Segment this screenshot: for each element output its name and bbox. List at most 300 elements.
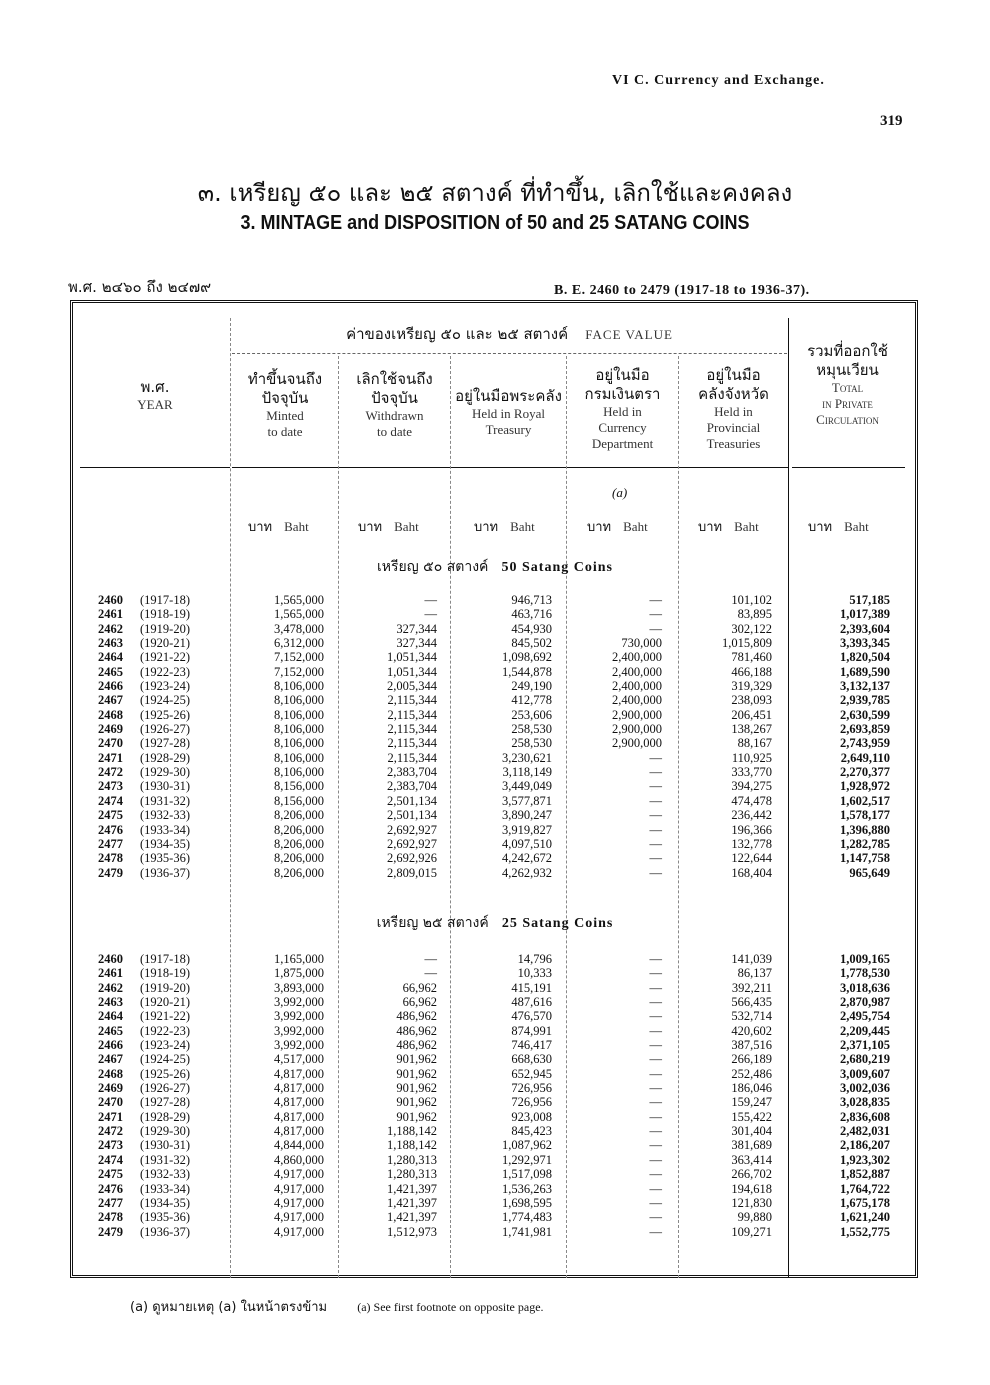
cell-total: 3,018,636 [840, 980, 890, 995]
table-row [80, 1095, 900, 1109]
table-row [80, 593, 900, 607]
cell-provincial: 266,189 [731, 1052, 772, 1067]
cell-ce-year: (1926-27) [140, 1081, 190, 1096]
withdrawn-thai-1: เลิกใช้จนถึง [356, 370, 433, 388]
cell-total: 1,009,165 [840, 952, 890, 966]
cell-currency-dept: — [649, 1023, 662, 1038]
cell-withdrawn: 2,115,344 [387, 722, 437, 737]
cell-royal-treasury: 415,191 [511, 980, 552, 995]
cell-royal-treasury: 412,778 [511, 693, 552, 708]
cell-ce-year: (1922-23) [140, 1023, 190, 1038]
cell-withdrawn: 1,421,397 [387, 1181, 437, 1196]
cell-currency-dept: — [649, 836, 662, 851]
cell-withdrawn: — [424, 593, 437, 607]
cell-currency-dept: 2,900,000 [612, 722, 662, 737]
cell-ce-year: (1927-28) [140, 736, 190, 751]
cell-royal-treasury: 1,741,981 [502, 1224, 552, 1239]
cell-minted: 8,206,000 [274, 851, 324, 866]
cell-total: 1,147,758 [840, 851, 890, 866]
cell-minted: 3,478,000 [274, 621, 324, 636]
table-row [80, 1210, 900, 1224]
cell-total: 1,602,517 [840, 793, 890, 808]
cell-provincial: 99,880 [737, 1210, 772, 1225]
cell-be-year: 2465 [98, 664, 123, 679]
cell-royal-treasury: 1,098,692 [502, 650, 552, 665]
cell-royal-treasury: 4,262,932 [502, 865, 552, 880]
cell-minted: 8,106,000 [274, 750, 324, 765]
unit-en: Baht [510, 519, 535, 534]
cell-be-year: 2472 [98, 1124, 123, 1139]
subheading-50-thai: เหรียญ ๕๐ สตางค์ [377, 559, 489, 575]
cell-be-year: 2464 [98, 650, 123, 665]
table-row [80, 981, 900, 995]
cell-provincial: 420,602 [731, 1023, 772, 1038]
cell-royal-treasury: 946,713 [511, 593, 552, 607]
cell-minted: 4,860,000 [274, 1152, 324, 1167]
table-row [80, 1009, 900, 1023]
cell-minted: 3,992,000 [274, 1023, 324, 1038]
cell-withdrawn: 1,421,397 [387, 1195, 437, 1210]
cell-total: 1,396,880 [840, 822, 890, 837]
table-row [80, 952, 900, 966]
cell-provincial: 381,689 [731, 1138, 772, 1153]
cell-be-year: 2468 [98, 707, 123, 722]
cell-provincial: 532,714 [731, 1009, 772, 1024]
minted-thai-2: ปัจจุบัน [261, 388, 309, 407]
cell-provincial: 333,770 [731, 765, 772, 780]
cell-total: 3,028,835 [840, 1095, 890, 1110]
cell-currency-dept: — [649, 1152, 662, 1167]
cell-be-year: 2462 [98, 621, 123, 636]
face-value-thai: ค่าของเหรียญ ๕๐ และ ๒๕ สตางค์ [346, 325, 569, 343]
cell-withdrawn: 1,188,142 [387, 1124, 437, 1139]
year-range-thai: พ.ศ. ๒๔๖๐ ถึง ๒๔๗๙ [68, 278, 212, 296]
cell-currency-dept: 2,400,000 [612, 650, 662, 665]
cell-provincial: 132,778 [731, 836, 772, 851]
unit-minted [248, 516, 309, 537]
col-head-year-en: YEAR [137, 396, 173, 412]
cell-total: 2,939,785 [840, 693, 890, 708]
cell-ce-year: (1920-21) [140, 636, 190, 651]
cell-ce-year: (1928-29) [140, 750, 190, 765]
note-marker: (a) [612, 485, 628, 500]
cell-total: 2,630,599 [840, 707, 890, 722]
cell-minted: 3,893,000 [274, 980, 324, 995]
cell-provincial: 186,046 [731, 1081, 772, 1096]
unit-total [808, 516, 869, 537]
cell-total: 2,836,608 [840, 1109, 890, 1124]
cell-ce-year: (1930-31) [140, 779, 190, 794]
cell-minted: 4,844,000 [274, 1138, 324, 1153]
cell-royal-treasury: 1,517,098 [502, 1167, 552, 1182]
cell-total: 3,393,345 [840, 636, 890, 651]
footnote-thai: (a) ดูหมายเหตุ (a) ในหน้าตรงข้าม [130, 1300, 328, 1315]
cell-ce-year: (1921-22) [140, 650, 190, 665]
cell-be-year: 2460 [98, 593, 123, 607]
cell-minted: 4,817,000 [274, 1109, 324, 1124]
cell-be-year: 2474 [98, 1152, 123, 1167]
cell-total: 965,649 [849, 865, 890, 880]
provincial-thai-1: อยู่ในมือ [706, 366, 761, 384]
unit-en: Baht [284, 519, 309, 534]
cell-ce-year: (1925-26) [140, 1066, 190, 1081]
currency-thai-2: กรมเงินตรา [584, 384, 661, 403]
cell-withdrawn: 2,501,134 [387, 793, 437, 808]
cell-provincial: 236,442 [731, 808, 772, 823]
cell-withdrawn: 2,115,344 [387, 693, 437, 708]
cell-be-year: 2466 [98, 679, 123, 694]
cell-provincial: 159,247 [731, 1095, 772, 1110]
unit-en: Baht [394, 519, 419, 534]
cell-be-year: 2473 [98, 779, 123, 794]
cell-royal-treasury: 10,333 [517, 966, 552, 981]
total-thai-1: รวมที่ออกใช้ [807, 342, 888, 360]
cell-ce-year: (1920-21) [140, 995, 190, 1010]
cell-withdrawn: 2,115,344 [387, 750, 437, 765]
cell-currency-dept: — [649, 793, 662, 808]
subheading-50-en: 50 Satang Coins [501, 560, 613, 575]
cell-withdrawn: 1,051,344 [387, 664, 437, 679]
cell-royal-treasury: 249,190 [511, 679, 552, 694]
cell-minted: 7,152,000 [274, 664, 324, 679]
unit-thai: บาท [358, 520, 383, 535]
cell-be-year: 2460 [98, 952, 123, 966]
cell-provincial: 109,271 [731, 1224, 772, 1239]
cell-total: 2,870,987 [840, 995, 890, 1010]
cell-total: 3,002,036 [840, 1081, 890, 1096]
cell-ce-year: (1931-32) [140, 1152, 190, 1167]
cell-royal-treasury: 4,242,672 [502, 851, 552, 866]
cell-minted: 8,206,000 [274, 836, 324, 851]
minted-en-2: to date [267, 423, 303, 439]
cell-withdrawn: 901,962 [396, 1066, 437, 1081]
minted-thai-1: ทำขึ้นจนถึง [247, 370, 323, 388]
header-rule-total [792, 467, 905, 468]
cell-royal-treasury: 1,087,962 [502, 1138, 552, 1153]
cell-total: 2,393,604 [840, 621, 890, 636]
cell-currency-dept: — [649, 593, 662, 607]
cell-be-year: 2479 [98, 865, 123, 880]
col-head-face-value [232, 324, 787, 344]
cell-currency-dept: — [649, 1181, 662, 1196]
cell-ce-year: (1923-24) [140, 679, 190, 694]
cell-minted: 4,917,000 [274, 1210, 324, 1225]
cell-currency-dept: — [649, 1038, 662, 1053]
cell-total: 1,017,389 [840, 607, 890, 622]
table-row [80, 650, 900, 664]
cell-be-year: 2467 [98, 693, 123, 708]
cell-ce-year: (1931-32) [140, 793, 190, 808]
cell-ce-year: (1932-33) [140, 808, 190, 823]
cell-total: 2,649,110 [840, 750, 890, 765]
table-row [80, 708, 900, 722]
cell-minted: 8,206,000 [274, 822, 324, 837]
minted-en-1: Minted [266, 407, 304, 423]
cell-ce-year: (1924-25) [140, 693, 190, 708]
title-thai: ๓. เหรียญ ๕๐ และ ๒๕ สตางค์ ที่ทำขึ้น, เลิกใช้และคงคลง [197, 179, 793, 207]
cell-currency-dept: 730,000 [621, 636, 662, 651]
cell-be-year: 2470 [98, 736, 123, 751]
unit-withdrawn [358, 516, 419, 537]
cell-royal-treasury: 668,630 [511, 1052, 552, 1067]
cell-provincial: 238,093 [731, 693, 772, 708]
cell-currency-dept: 2,400,000 [612, 664, 662, 679]
cell-ce-year: (1933-34) [140, 822, 190, 837]
table-row [80, 823, 900, 837]
cell-currency-dept: — [649, 1095, 662, 1110]
cell-provincial: 252,486 [731, 1066, 772, 1081]
cell-total: 1,820,504 [840, 650, 890, 665]
cell-ce-year: (1919-20) [140, 621, 190, 636]
cell-total: 2,680,219 [840, 1052, 890, 1067]
header-rule-values [232, 467, 788, 468]
cell-minted: 4,917,000 [274, 1195, 324, 1210]
cell-currency-dept: — [649, 851, 662, 866]
cell-ce-year: (1923-24) [140, 1038, 190, 1053]
table-row [80, 837, 900, 851]
cell-currency-dept: — [649, 1009, 662, 1024]
cell-currency-dept: — [649, 822, 662, 837]
cell-total: 2,371,105 [840, 1038, 890, 1053]
table-row [80, 794, 900, 808]
cell-total: 1,282,785 [840, 836, 890, 851]
cell-be-year: 2463 [98, 636, 123, 651]
cell-royal-treasury: 3,577,871 [502, 793, 552, 808]
cell-be-year: 2468 [98, 1066, 123, 1081]
cell-be-year: 2478 [98, 1210, 123, 1225]
cell-withdrawn: 901,962 [396, 1052, 437, 1067]
table-row [80, 679, 900, 693]
cell-ce-year: (1917-18) [140, 952, 190, 966]
cell-currency-dept: — [649, 995, 662, 1010]
col-head-withdrawn [339, 370, 450, 440]
cell-provincial: 101,102 [731, 593, 772, 607]
cell-minted: 8,206,000 [274, 865, 324, 880]
provincial-en-3: Treasuries [706, 436, 761, 451]
cell-withdrawn: 2,115,344 [387, 736, 437, 751]
cell-ce-year: (1935-36) [140, 1210, 190, 1225]
footnote-en: (a) See first footnote on opposite page. [357, 1300, 544, 1314]
cell-provincial: 363,414 [731, 1152, 772, 1167]
cell-royal-treasury: 476,570 [511, 1009, 552, 1024]
cell-provincial: 168,404 [731, 865, 772, 880]
cell-currency-dept: — [649, 808, 662, 823]
footnote [130, 1296, 544, 1317]
cell-royal-treasury: 454,930 [511, 621, 552, 636]
cell-royal-treasury: 726,956 [511, 1081, 552, 1096]
cell-provincial: 566,435 [731, 995, 772, 1010]
cell-be-year: 2479 [98, 1224, 123, 1239]
cell-provincial: 1,015,809 [722, 636, 772, 651]
cell-provincial: 392,211 [731, 980, 772, 995]
unit-en: Baht [623, 519, 648, 534]
cell-be-year: 2477 [98, 836, 123, 851]
cell-currency-dept: — [649, 952, 662, 966]
cell-be-year: 2465 [98, 1023, 123, 1038]
cell-total: 1,689,590 [840, 664, 890, 679]
cell-royal-treasury: 3,449,049 [502, 779, 552, 794]
cell-be-year: 2466 [98, 1038, 123, 1053]
table-row [80, 1182, 900, 1196]
cell-ce-year: (1926-27) [140, 722, 190, 737]
cell-ce-year: (1928-29) [140, 1109, 190, 1124]
cell-royal-treasury: 253,606 [511, 707, 552, 722]
cell-total: 2,495,754 [840, 1009, 890, 1024]
cell-provincial: 206,451 [731, 707, 772, 722]
cell-ce-year: (1925-26) [140, 707, 190, 722]
cell-ce-year: (1918-19) [140, 607, 190, 622]
cell-be-year: 2461 [98, 966, 123, 981]
cell-currency-dept: — [649, 1224, 662, 1239]
table-row [80, 1052, 900, 1066]
cell-currency-dept: 2,900,000 [612, 736, 662, 751]
cell-ce-year: (1924-25) [140, 1052, 190, 1067]
cell-be-year: 2461 [98, 607, 123, 622]
unit-thai: บาท [587, 520, 612, 535]
provincial-thai-2: คลังจังหวัด [698, 384, 769, 403]
subheading-25-thai: เหรียญ ๒๕ สตางค์ [376, 915, 489, 931]
cell-be-year: 2463 [98, 995, 123, 1010]
unit-en: Baht [844, 519, 869, 534]
cell-minted: 8,106,000 [274, 765, 324, 780]
cell-royal-treasury: 652,945 [511, 1066, 552, 1081]
cell-minted: 4,917,000 [274, 1167, 324, 1182]
cell-minted: 8,106,000 [274, 736, 324, 751]
cell-currency-dept: — [649, 621, 662, 636]
cell-minted: 3,992,000 [274, 1009, 324, 1024]
unit-thai: บาท [474, 520, 499, 535]
cell-withdrawn: 486,962 [396, 1038, 437, 1053]
cell-ce-year: (1919-20) [140, 980, 190, 995]
cell-minted: 3,992,000 [274, 995, 324, 1010]
cell-royal-treasury: 3,230,621 [502, 750, 552, 765]
cell-minted: 3,992,000 [274, 1038, 324, 1053]
cell-total: 517,185 [849, 593, 890, 607]
table-row [80, 966, 900, 980]
cell-withdrawn: 2,809,015 [387, 865, 437, 880]
cell-withdrawn: 1,051,344 [387, 650, 437, 665]
cell-ce-year: (1918-19) [140, 966, 190, 981]
cell-royal-treasury: 1,698,595 [502, 1195, 552, 1210]
col-head-provincial [679, 366, 788, 452]
cell-minted: 7,152,000 [274, 650, 324, 665]
table-row [80, 808, 900, 822]
cell-withdrawn: 66,962 [402, 980, 437, 995]
cell-withdrawn: — [424, 966, 437, 981]
table-row [80, 1167, 900, 1181]
cell-royal-treasury: 1,536,263 [502, 1181, 552, 1196]
unit-en: Baht [734, 519, 759, 534]
cell-total: 1,928,972 [840, 779, 890, 794]
table-row [80, 1024, 900, 1038]
subheading-25-en: 25 Satang Coins [501, 916, 614, 931]
cell-minted: 8,206,000 [274, 808, 324, 823]
cell-minted: 4,817,000 [274, 1095, 324, 1110]
cell-minted: 8,156,000 [274, 779, 324, 794]
table-row [80, 1138, 900, 1152]
cell-royal-treasury: 487,616 [511, 995, 552, 1010]
cell-currency-dept: — [649, 750, 662, 765]
cell-royal-treasury: 845,423 [511, 1124, 552, 1139]
cell-provincial: 474,478 [731, 793, 772, 808]
face-value-rule [232, 353, 787, 354]
cell-currency-dept: — [649, 1052, 662, 1067]
table-row [80, 851, 900, 865]
cell-be-year: 2474 [98, 793, 123, 808]
cell-total: 2,270,377 [840, 765, 890, 780]
table-row [80, 779, 900, 793]
cell-be-year: 2476 [98, 1181, 123, 1196]
cell-withdrawn: 2,005,344 [387, 679, 437, 694]
cell-provincial: 194,618 [731, 1181, 772, 1196]
page-number: 319 [880, 113, 903, 129]
cell-royal-treasury: 746,417 [511, 1038, 552, 1053]
unit-provincial [698, 516, 759, 537]
cell-minted: 1,165,000 [274, 952, 324, 966]
cell-currency-dept: — [649, 1066, 662, 1081]
cell-withdrawn: 1,280,313 [387, 1167, 437, 1182]
table-row [80, 607, 900, 621]
cell-total: 1,621,240 [840, 1210, 890, 1225]
cell-minted: 4,817,000 [274, 1124, 324, 1139]
cell-ce-year: (1929-30) [140, 765, 190, 780]
cell-withdrawn: 2,383,704 [387, 765, 437, 780]
cell-provincial: 83,895 [737, 607, 772, 622]
table-row [80, 1153, 900, 1167]
cell-provincial: 86,137 [737, 966, 772, 981]
col-head-royal-treasury [451, 387, 566, 438]
cell-royal-treasury: 14,796 [517, 952, 552, 966]
cell-provincial: 466,188 [731, 664, 772, 679]
table-row [80, 693, 900, 707]
cell-currency-dept: — [649, 1081, 662, 1096]
currency-en-2: Currency [598, 419, 647, 435]
cell-currency-dept: — [649, 1138, 662, 1153]
cell-ce-year: (1921-22) [140, 1009, 190, 1024]
cell-withdrawn: 1,188,142 [387, 1138, 437, 1153]
cell-total: 1,552,775 [840, 1224, 890, 1239]
cell-total: 2,186,207 [840, 1138, 890, 1153]
table-row [80, 1196, 900, 1210]
currency-en-1: Held in [603, 403, 642, 419]
table-row [80, 1110, 900, 1124]
cell-royal-treasury: 1,292,971 [502, 1152, 552, 1167]
cell-ce-year: (1932-33) [140, 1167, 190, 1182]
table-row [80, 722, 900, 736]
cell-provincial: 138,267 [731, 722, 772, 737]
cell-withdrawn: 2,115,344 [387, 707, 437, 722]
cell-royal-treasury: 3,118,149 [502, 765, 552, 780]
table-row [80, 1081, 900, 1095]
cell-currency-dept: — [649, 1124, 662, 1139]
cell-withdrawn: 901,962 [396, 1095, 437, 1110]
cell-ce-year: (1933-34) [140, 1181, 190, 1196]
total-en-1: Total [831, 379, 864, 395]
cell-ce-year: (1935-36) [140, 851, 190, 866]
cell-total: 2,209,445 [840, 1023, 890, 1038]
table-row [80, 1225, 900, 1239]
cell-currency-dept: — [649, 1167, 662, 1182]
cell-withdrawn: — [424, 952, 437, 966]
cell-minted: 8,156,000 [274, 793, 324, 808]
cell-royal-treasury: 3,890,247 [502, 808, 552, 823]
cell-provincial: 141,039 [731, 952, 772, 966]
cell-total: 1,578,177 [840, 808, 890, 823]
cell-be-year: 2476 [98, 822, 123, 837]
table-row [80, 736, 900, 750]
cell-royal-treasury: 874,991 [511, 1023, 552, 1038]
subheading-25-satang [0, 912, 990, 934]
